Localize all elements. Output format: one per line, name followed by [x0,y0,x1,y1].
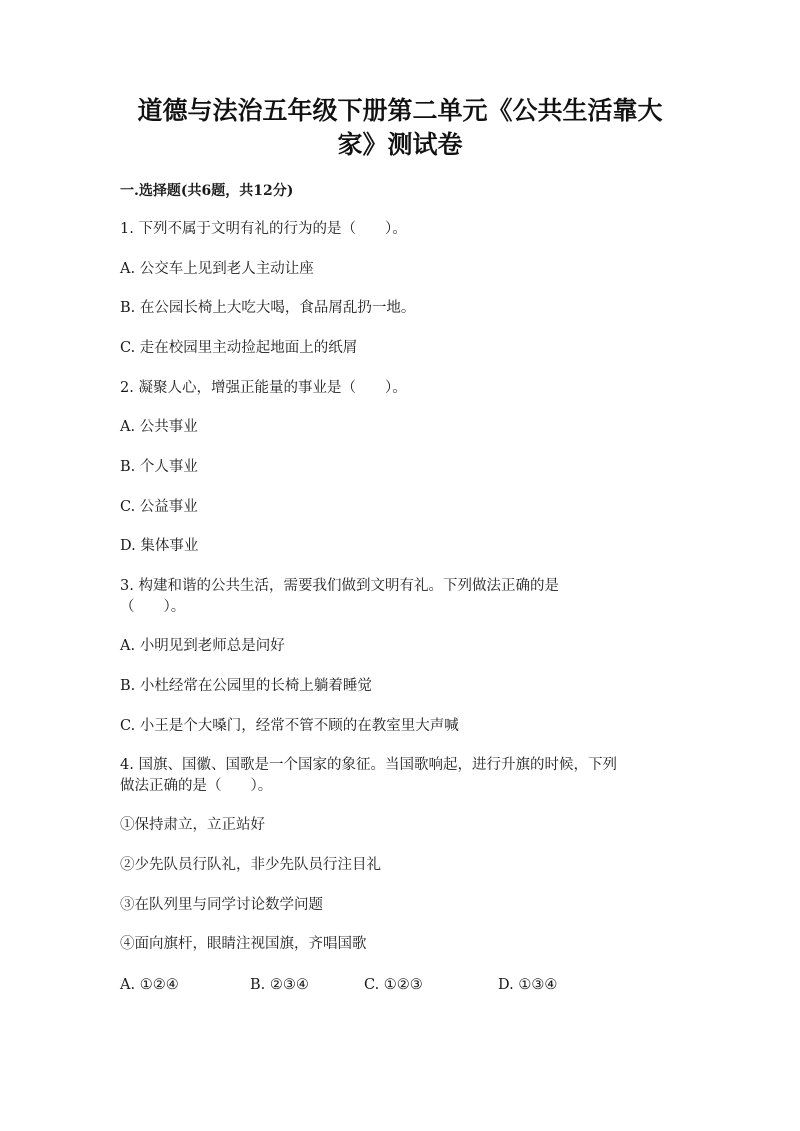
question-4-stem-line-1: 4. 国旗、国徽、国歌是一个国家的象征。当国歌响起，进行升旗的时候，下列 [120,757,617,773]
question-4-statement-4: ④面向旗杆，眼睛注视国旗，齐唱国歌 [120,936,367,952]
question-2-option-c: C. 公益事业 [120,499,198,515]
question-3-stem-line-1: 3. 构建和谐的公共生活，需要我们做到文明有礼。下列做法正确的是 [120,578,559,594]
question-4-option-a: A. ①②④ [120,977,179,993]
question-4-option-d: D. ①③④ [498,977,558,993]
question-1-option-b: B. 在公园长椅上大吃大喝，食品屑乱扔一地。 [120,300,416,316]
question-3-option-c: C. 小王是个大嗓门，经常不管不顾的在教室里大声喊 [120,718,459,734]
page-title-line-1: 道德与法治五年级下册第二单元《公共生活靠大 [137,96,663,125]
question-3-option-b: B. 小杜经常在公园里的长椅上躺着睡觉 [120,678,372,694]
question-2-option-b: B. 个人事业 [120,459,198,475]
question-1-option-c: C. 走在校园里主动捡起地面上的纸屑 [120,340,358,356]
question-4-option-c: C. ①②③ [364,977,423,993]
section-heading: 一.选择题(共6题，共12分) [120,183,294,199]
question-4-statement-3: ③在队列里与同学讨论数学问题 [120,897,323,913]
question-3-stem-line-2: （ ）。 [120,599,186,615]
question-3-option-a: A. 小明见到老师总是问好 [120,638,285,654]
page-title-line-2: 家》测试卷 [337,130,463,159]
question-1-option-a: A. 公交车上见到老人主动让座 [120,261,314,277]
question-2-option-a: A. 公共事业 [120,419,198,435]
question-2-stem: 2. 凝聚人心，增强正能量的事业是（ ）。 [120,380,407,396]
question-2-option-d: D. 集体事业 [120,538,199,554]
question-4-option-b: B. ②③④ [250,977,309,993]
question-4-stem-line-2: 做法正确的是（ ）。 [120,778,273,794]
question-4-statement-1: ①保持肃立，立正站好 [120,817,265,833]
question-4-statement-2: ②少先队员行队礼，非少先队员行注目礼 [120,857,381,873]
question-1-stem: 1. 下列不属于文明有礼的行为的是（ ）。 [120,221,407,237]
